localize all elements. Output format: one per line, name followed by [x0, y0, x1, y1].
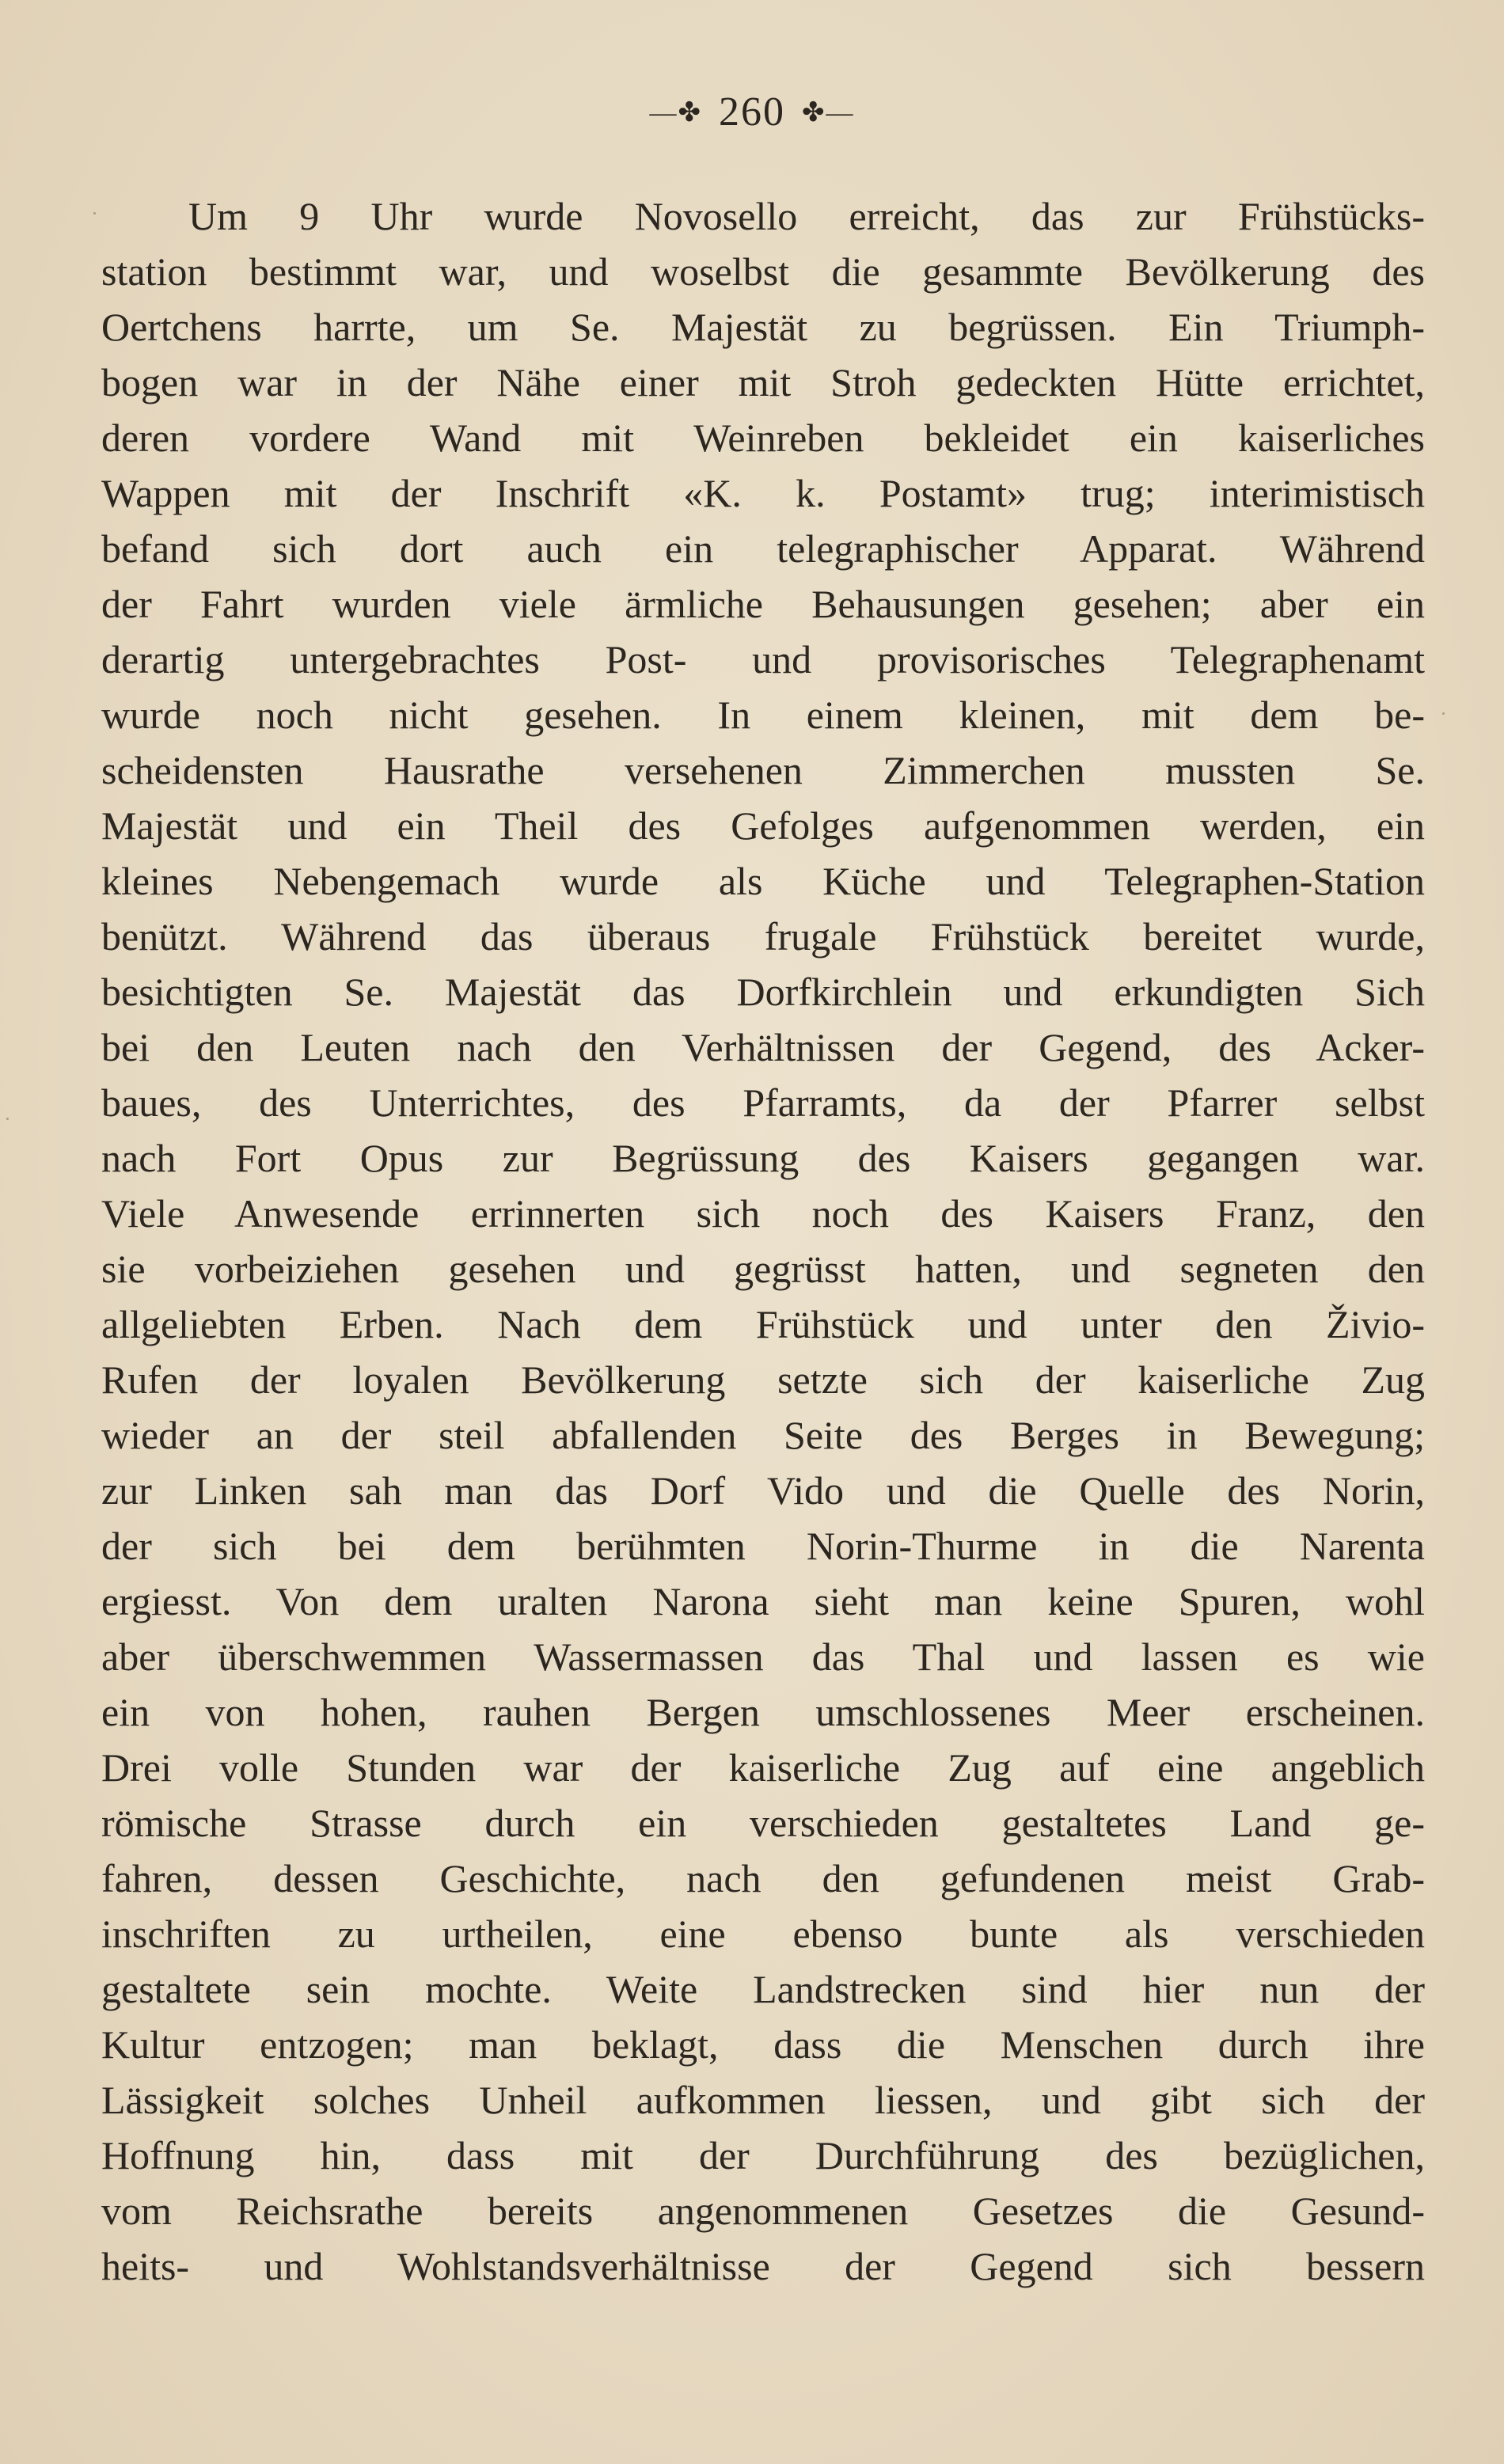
text-line: Drei volle Stunden war der kaiserliche Zug auf eine angeblich: [101, 1745, 1425, 1790]
text-line: wieder an der steil abfallenden Seite des Berges in Bewegung;: [101, 1413, 1425, 1457]
ornament-left-icon: —✤: [649, 98, 702, 128]
text-line: ergiesst. Von dem uralten Narona sieht man keine Spuren, wohl: [101, 1579, 1425, 1623]
text-line: gestaltete sein mochte. Weite Landstrecken sind hier nun der: [101, 1967, 1425, 2011]
text-line: kleines Nebengemach wurde als Küche und Telegraphen-Station: [101, 859, 1425, 903]
text-line: besichtigten Se. Majestät das Dorfkirchlein und erkundigten Sich: [101, 970, 1425, 1014]
text-line: sie vorbeiziehen gesehen und gegrüsst hatten, und segneten den: [101, 1247, 1425, 1291]
text-line: Hoffnung hin, dass mit der Durchführung des bezüglichen,: [101, 2133, 1425, 2177]
text-line: Viele Anwesende errinnerten sich noch des Kaisers Franz, den: [101, 1191, 1425, 1236]
paper-speck: [6, 1118, 9, 1120]
paper-speck: [1442, 712, 1445, 715]
text-line: der sich bei dem berühmten Norin-Thurme in die Narenta: [101, 1524, 1425, 1568]
text-line: Wappen mit der Inschrift «K. k. Postamt» trug; interimistisch: [101, 471, 1425, 515]
page-number: 260: [719, 89, 785, 135]
text-line: Um 9 Uhr wurde Novosello erreicht, das zur Frühstücks-: [188, 194, 1425, 238]
text-line: Rufen der loyalen Bevölkerung setzte sich der kaiserliche Zug: [101, 1357, 1425, 1402]
page-header: [0, 89, 1504, 135]
text-line: befand sich dort auch ein telegraphischer Apparat. Während: [101, 526, 1425, 571]
text-line: vom Reichsrathe bereits angenommenen Gesetzes die Gesund-: [101, 2189, 1425, 2233]
text-line: Majestät und ein Theil des Gefolges aufgenommen werden, ein: [101, 803, 1425, 848]
text-line: benützt. Während das überaus frugale Frühstück bereitet wurde,: [101, 914, 1425, 959]
text-line: bei den Leuten nach den Verhältnissen der Gegend, des Acker-: [101, 1025, 1425, 1069]
text-line: der Fahrt wurden viele ärmliche Behausungen gesehen; aber ein: [101, 582, 1425, 626]
text-line: scheidensten Hausrathe versehenen Zimmerchen mussten Se.: [101, 748, 1425, 792]
text-line: aber überschwemmen Wassermassen das Thal und lassen es wie: [101, 1634, 1425, 1679]
body-text: [101, 188, 1425, 2294]
text-line: baues, des Unterrichtes, des Pfarramts, da der Pfarrer selbst: [101, 1080, 1425, 1125]
text-line: Oertchens harrte, um Se. Majestät zu begrüssen. Ein Triumph-: [101, 305, 1425, 349]
paper-speck: [93, 212, 96, 215]
text-line: ein von hohen, rauhen Bergen umschlossenes Meer erscheinen.: [101, 1690, 1425, 1734]
text-line: derartig untergebrachtes Post- und provisorisches Telegraphenamt: [101, 637, 1425, 681]
text-line: nach Fort Opus zur Begrüssung des Kaisers gegangen war.: [101, 1136, 1425, 1180]
text-line: station bestimmt war, und woselbst die gesammte Bevölkerung des: [101, 249, 1425, 294]
ornament-right-icon: ✤—: [802, 98, 855, 128]
text-line: allgeliebten Erben. Nach dem Frühstück und unter den Živio-: [101, 1302, 1425, 1346]
text-line: fahren, dessen Geschichte, nach den gefundenen meist Grab-: [101, 1856, 1425, 1900]
text-line: heits- und Wohlstandsverhältnisse der Gegend sich bessern: [101, 2244, 1425, 2288]
text-line: Lässigkeit solches Unheil aufkommen liessen, und gibt sich der: [101, 2078, 1425, 2122]
text-line: bogen war in der Nähe einer mit Stroh gedeckten Hütte errichtet,: [101, 360, 1425, 404]
text-line: zur Linken sah man das Dorf Vido und die Quelle des Norin,: [101, 1468, 1425, 1513]
text-line: Kultur entzogen; man beklagt, dass die Menschen durch ihre: [101, 2022, 1425, 2067]
text-line: wurde noch nicht gesehen. In einem kleinen, mit dem be-: [101, 693, 1425, 737]
text-line: römische Strasse durch ein verschieden gestaltetes Land ge-: [101, 1801, 1425, 1845]
text-line: inschriften zu urtheilen, eine ebenso bunte als verschieden: [101, 1912, 1425, 1956]
text-line: deren vordere Wand mit Weinreben bekleidet ein kaiserliches: [101, 416, 1425, 460]
